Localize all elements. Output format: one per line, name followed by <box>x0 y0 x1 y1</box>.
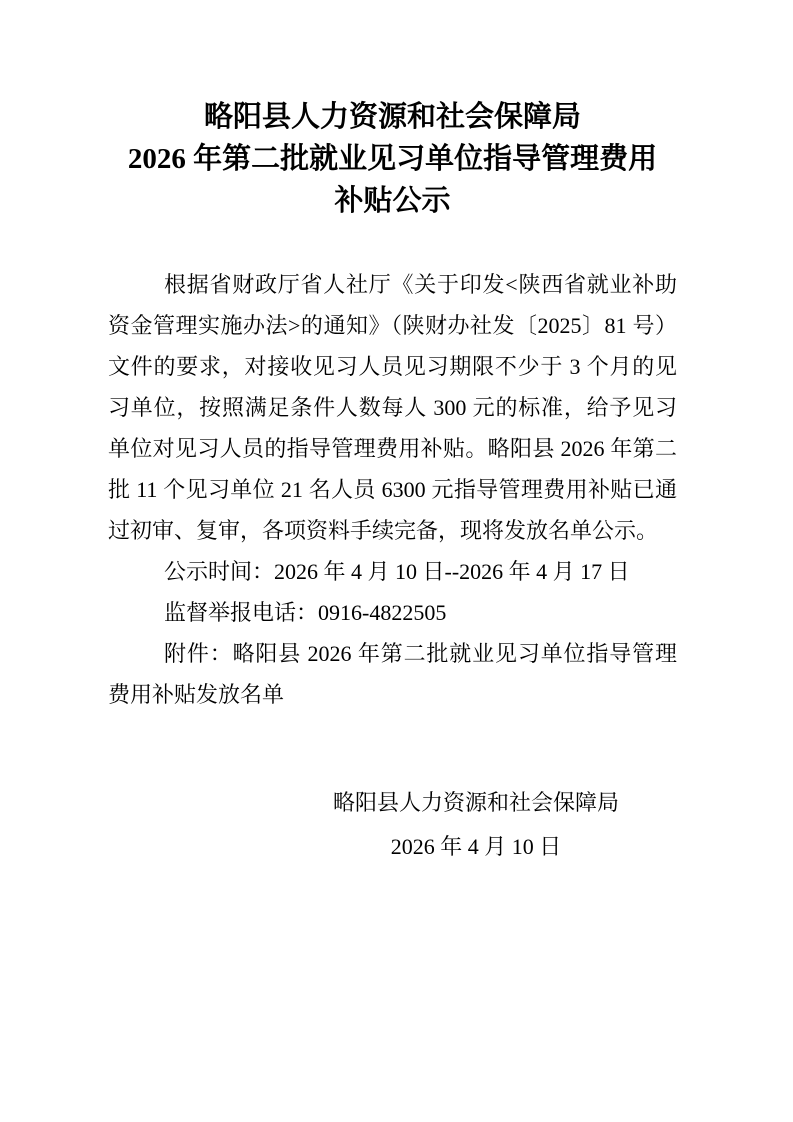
signature-block <box>326 781 626 869</box>
title-line-2: 2026 年第二批就业见习单位指导管理费用 <box>127 143 658 175</box>
signature-date: 2026 年 4 月 10 日 <box>390 834 562 859</box>
title-line-1: 略阳县人力资源和社会保障局 <box>203 101 581 133</box>
document-body <box>108 264 677 715</box>
report-phone-line: 监督举报电话：0916-4822505 <box>164 600 447 625</box>
document-title <box>108 96 677 222</box>
attachment-line: 附件：略阳县 2026 年第二批就业见习单位指导管理费用补贴发放名单 <box>108 641 677 707</box>
paragraph-main: 根据省财政厅省人社厅《关于印发<陕西省就业补助资金管理实施办法>的通知》（陕财办社发〔2025〕81 号）文件的要求，对接收见习人员见习期限不少于 3 个月的见习单位，按照满足条件人数每人 300 元的标准，给予见习单位对见习人员的指导管理费用补贴。略阳县 2026 年第二批 11 个见习单位 21 名人员 6300 元指导管理费用补贴已通过初审、复审，各项资料手续完备，现将发放名单公示。 <box>108 272 677 543</box>
signature-org: 略阳县人力资源和社会保障局 <box>332 790 619 815</box>
publicity-period-line: 公示时间：2026 年 4 月 10 日--2026 年 4 月 17 日 <box>164 559 630 584</box>
title-line-3: 补贴公示 <box>334 185 451 217</box>
